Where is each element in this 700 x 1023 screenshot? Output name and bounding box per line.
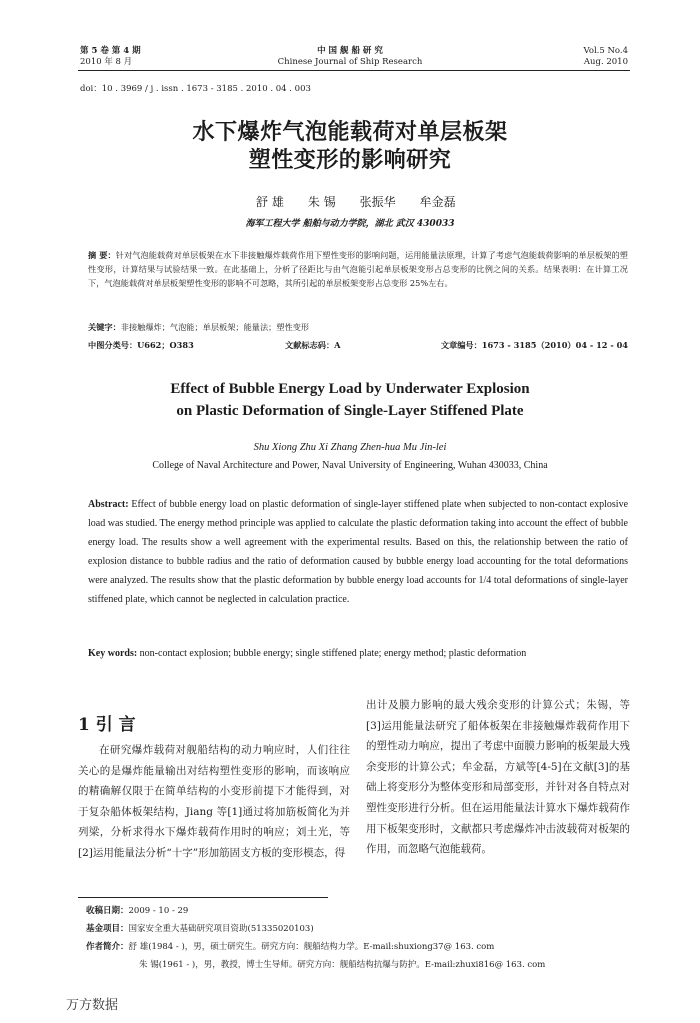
keywords-zh-text: 非接触爆炸；气泡能；单层板架；能量法；塑性变形 (120, 322, 310, 332)
clc-number: 中图分类号：U662；O383 (88, 340, 194, 350)
journal-volume-issue: 第 5 卷 第 4 期 2010 年 8 月 (80, 46, 141, 67)
body-right-column (366, 695, 630, 860)
footnote-rule (78, 897, 328, 898)
abstract-en-label: Abstract: (88, 499, 129, 510)
authors-en: Shu Xiong Zhu Xi Zhang Zhen-hua Mu Jin-lei (253, 442, 447, 453)
document-code: 文献标志码：A (285, 340, 341, 350)
watermark: 万方数据 (66, 998, 119, 1013)
body-paragraph: 出计及膜力影响的最大残余变形的计算公式；朱锡，等[3]运用能量法研究了船体板架在非接触爆炸载荷作用下的塑性动力响应，提出了考虑中面膜力影响的板架最大残余变形的计算公式；牟金磊，方斌等[4-5]在文献[3]的基础上将变形分为整体变形和局部变形，并针对各自特点对塑性变形进行分析。但在运用能量法计算水下爆炸载荷作用下板架变形时，文献都只考虑爆炸冲击波载荷对板架的作用，而忽略气泡能载荷。 (366, 699, 630, 856)
received-date: 收稿日期：2009 - 10 - 29 (86, 906, 189, 916)
section-heading: 1 引 言 (78, 715, 136, 735)
abstract-zh-label: 摘 要： (88, 250, 116, 260)
article-number: 文章编号：1673 - 3185（2010）04 - 12 - 04 (440, 340, 628, 350)
authors-zh (256, 193, 480, 210)
affiliation-en: College of Naval Architecture and Power, Naval University of Engineering, Wuhan 430033, China (152, 460, 548, 471)
keywords-en (88, 645, 628, 664)
body-paragraph: 在研究爆炸载荷对舰船结构的动力响应时，人们往往关心的是爆炸能量输出对结构塑性变形的影响，而该响应的精确解仅限于在简单结构的小变形前提下才能得到，对于复杂船体板架结构，Jiang 等[1]通过将加筋板简化为并列梁，分析求得水下爆炸载荷作用时的响应；刘土光，等[2]运用能量法分析“十字”形加筋固支方板的变形模态，得 (78, 744, 350, 859)
author-bio: 作者简介：舒 雄(1984 - )，男，硕士研究生。研究方向：舰船结构力学。E-mail:shuxiong37@ 163. com (86, 942, 495, 952)
author-bio: 朱 锡(1961 - )，男，教授，博士生导师。研究方向：舰船结构抗爆与防护。E-mail:zhuxi816@ 163. com (139, 960, 546, 970)
abstract-zh (88, 248, 628, 291)
abstract-en (88, 496, 628, 609)
keywords-zh-label: 关键字： (88, 322, 121, 332)
author-zh: 朱 锡 (307, 195, 336, 209)
author-zh: 舒 雄 (256, 195, 284, 209)
journal-name: 中 国 舰 船 研 究 Chinese Journal of Ship Research (277, 46, 423, 67)
affiliation-zh: 海军工程大学 船舶与动力学院，湖北 武汉 430033 (245, 219, 455, 229)
author-zh: 牟金磊 (419, 195, 456, 209)
title-zh: 水下爆炸气泡能载荷对单层板架 塑性变形的影响研究 (192, 119, 508, 173)
keywords-en-text: non-contact explosion; bubble energy; single stiffened plate; energy method; plastic deformation (139, 648, 527, 659)
abstract-en-text: Effect of bubble energy load on plastic deformation of single-layer stiffened plate when subjected to non-contact explosive load was studied. The energy method principle was applied to calculate the plastic deformation taking into account the effect of bubble energy load. The results show a well agreement with the experimental results. Based on this, the relationship between the ratio of explosion distance to bubble radius and the ratio of deformation caused by bubble energy load accounting for the total deformations were analyzed. The results show that the plastic deformation by bubble energy load accounts for 1/4 total deformations of single-layer stiffened plate, which cannot be neglected in calculation practice. (88, 499, 629, 605)
author-zh: 张振华 (359, 195, 396, 209)
title-en: Effect of Bubble Energy Load by Underwater Explosion on Plastic Deformation of Single-Layer Stiffened Plate (170, 381, 530, 419)
header-rule (78, 70, 630, 71)
keywords-zh (88, 320, 628, 334)
keywords-en-label: Key words: (88, 648, 138, 659)
abstract-zh-text: 针对气泡能载荷对单层板架在水下非接触爆炸载荷作用下塑性变形的影响问题，运用能量法原理，计算了考虑气泡能载荷影响的单层板架的塑性变形，计算结果与试验结果一致。在此基础上，分析了径距比与由气泡能引起单层板架变形占总变形的比例之间的关系。结果表明：在计算工况下，气泡能载荷对单层板架塑性变形的影响不可忽略，其所引起的单层板架变形占总变形 25%左右。 (88, 250, 628, 289)
journal-vol-date-en: Vol.5 No.4 Aug. 2010 (583, 46, 628, 67)
body-left-column (78, 740, 350, 864)
fund-project: 基金项目：国家安全重大基础研究项目资助(51335020103) (86, 924, 314, 934)
doi: doi：10 . 3969 / j . issn . 1673 - 3185 . 2010 . 04 . 003 (80, 84, 311, 94)
